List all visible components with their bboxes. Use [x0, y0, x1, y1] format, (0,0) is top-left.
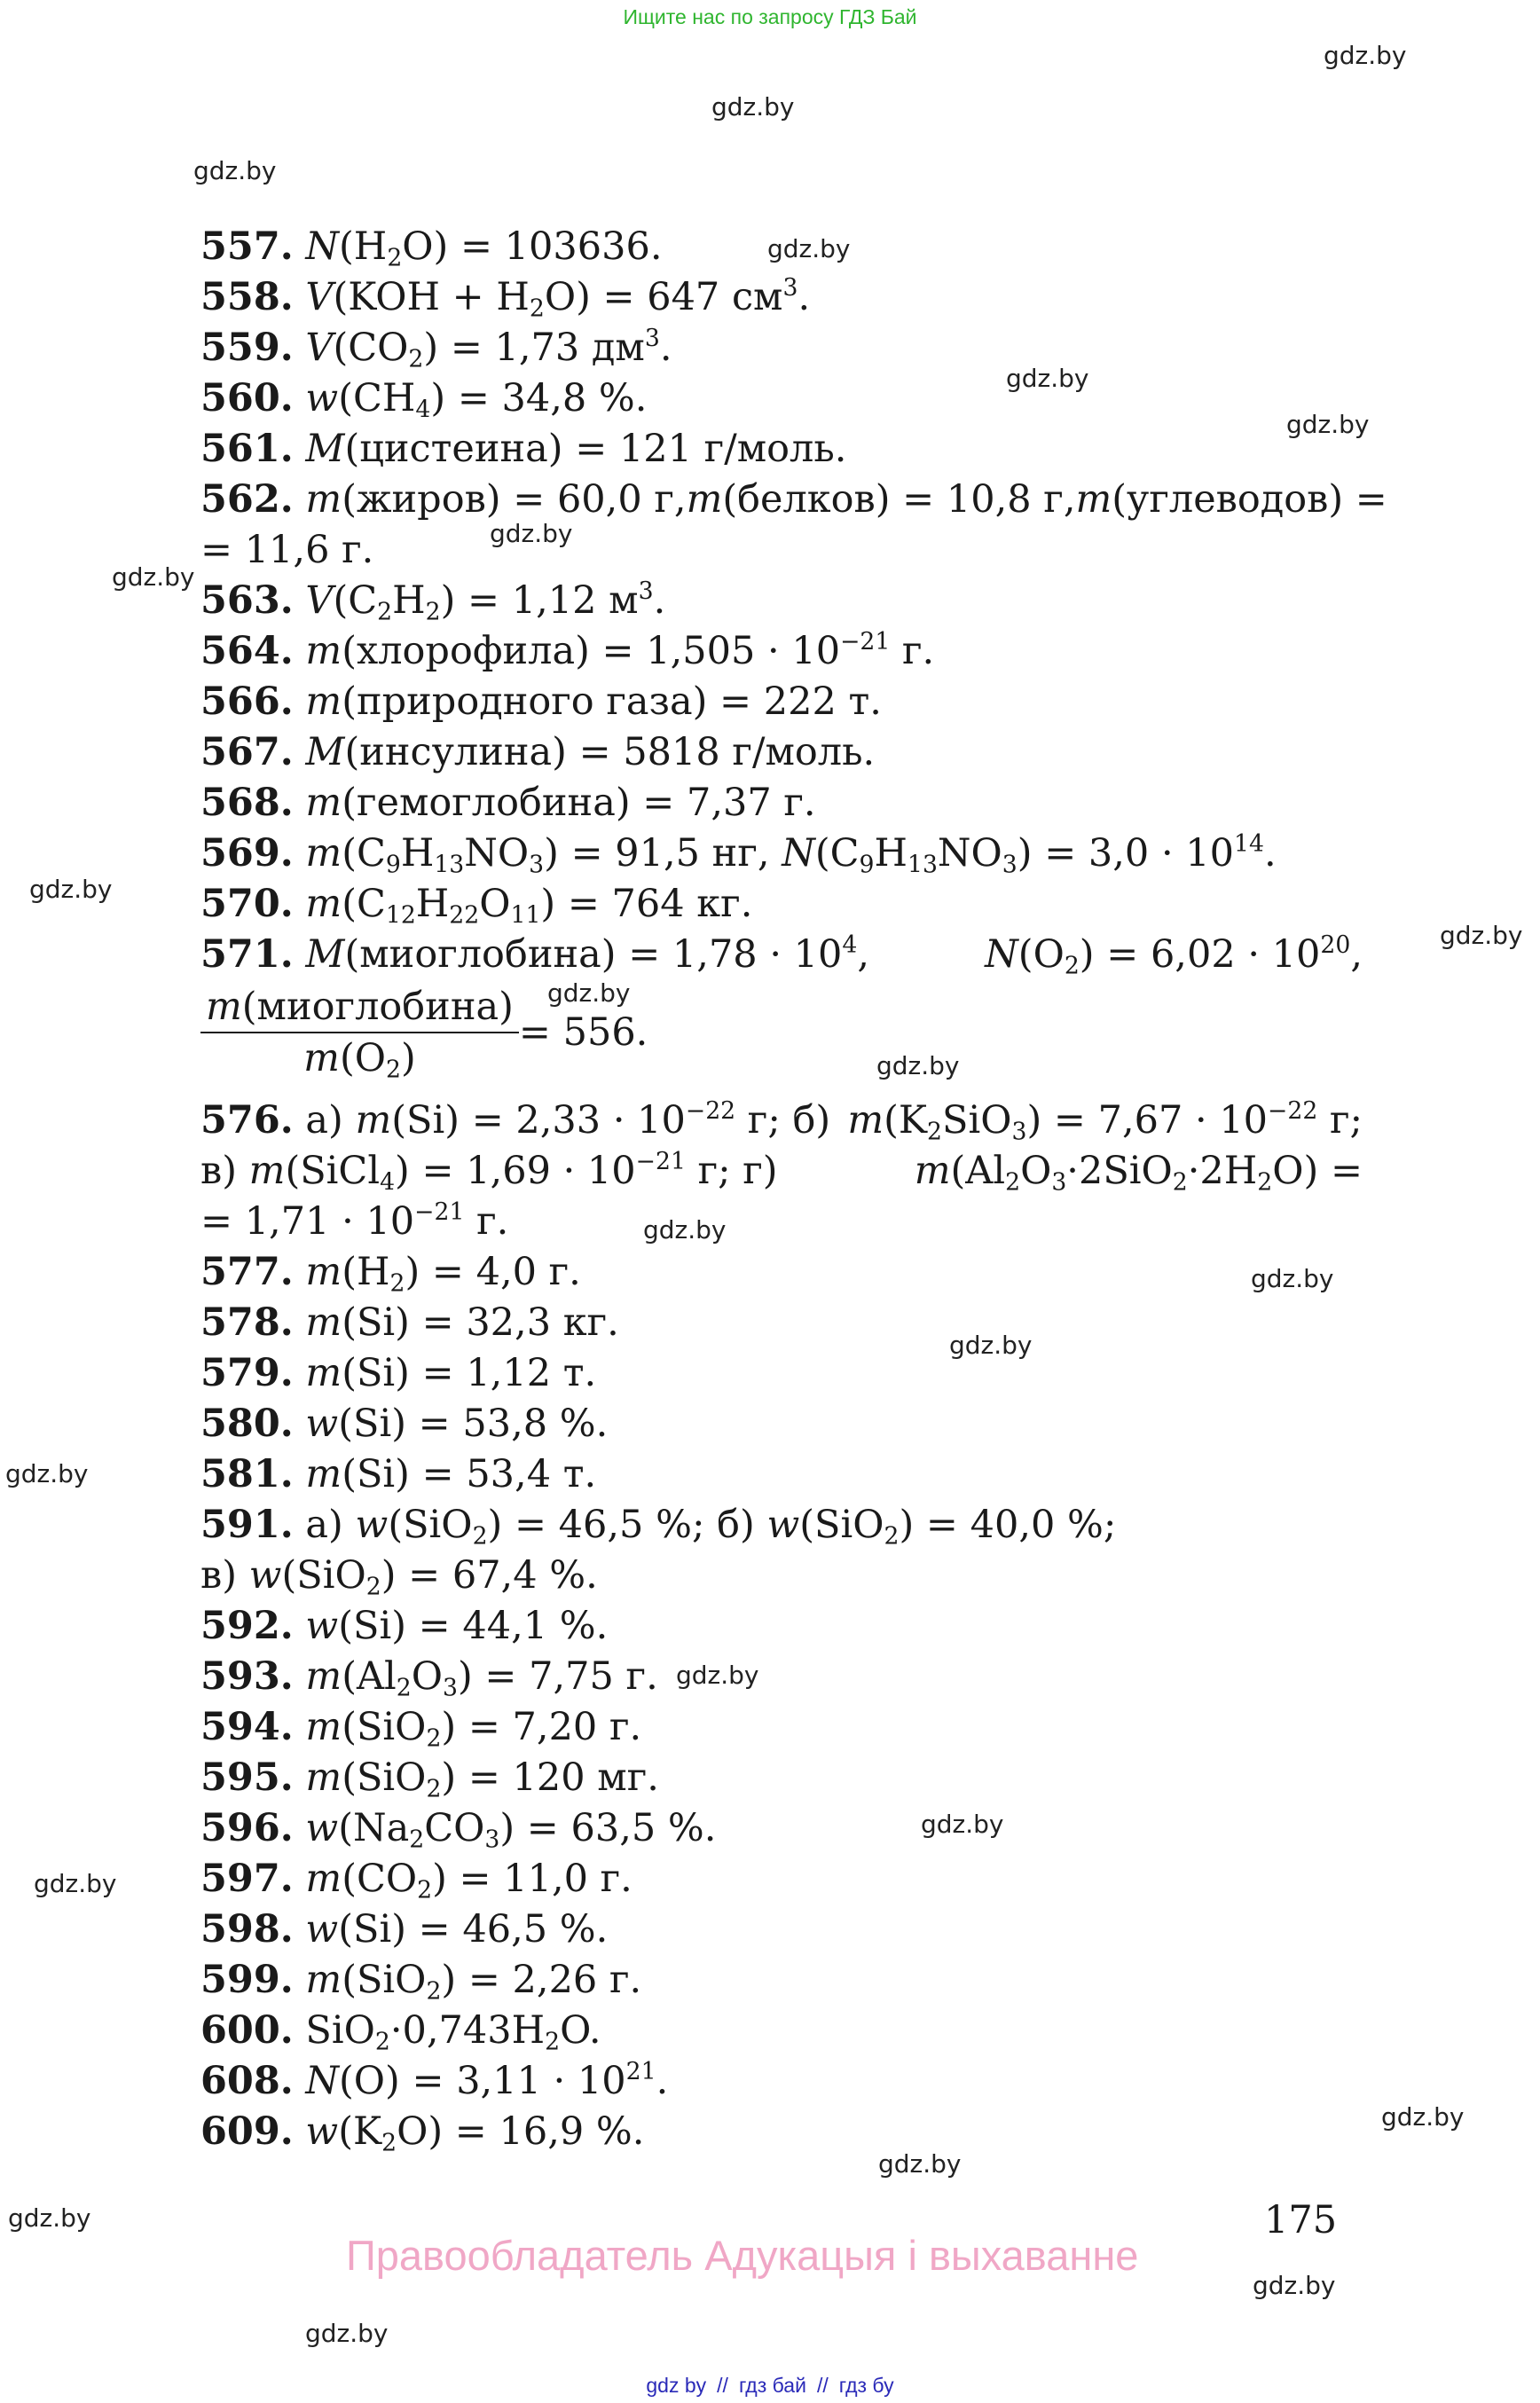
watermark: gdz.by — [490, 519, 573, 548]
answer-600: 600. $SiO_2\cdot 0,743H_2O$. — [200, 2008, 601, 2056]
footer-separator: // — [816, 2374, 829, 2397]
answer-569: 569. $m(C_9H_{13}NO_3) = 91,5$ нг, $N(C_9H_{13}NO_3) = 3,0 \cdot 10^{14}$. — [200, 830, 1277, 879]
watermark: gdz.by — [676, 1661, 759, 1690]
answer-571-fraction — [200, 980, 1363, 1085]
copyright-notice: Правообладатель Адукацыя і выхаванне — [346, 2232, 1139, 2279]
answer-564: 564. m(хлорофила) = $1,505 \cdot 10^{-21}$ г. — [200, 628, 935, 673]
answer-578: 578. m(Si) = 32,3 кг. — [200, 1300, 619, 1345]
answer-562: 562. m(жиров) = 60,0 г, m(белков) = 10,8 г, m(углеводов) = — [200, 477, 1387, 522]
watermark: gdz.by — [1286, 410, 1370, 439]
fraction-result: = 556. — [518, 1010, 648, 1055]
watermark: gdz.by — [29, 875, 113, 904]
answer-566: 566. m(природного газа) = 222 т. — [200, 679, 882, 724]
footer-link-gdz-bai[interactable]: гдз бай — [738, 2374, 806, 2397]
watermark: gdz.by — [643, 1215, 727, 1245]
answer-576-line-3: = $1,71 \cdot 10^{-21}$ г. — [200, 1198, 509, 1244]
watermark: gdz.by — [1251, 1264, 1334, 1293]
answer-560: 560. $w(CH_4) = 34,8$ %. — [200, 376, 648, 424]
answer-563: 563. $V(C_2H_2) = 1,12$ $м^3$. — [200, 577, 666, 626]
answer-570: 570. $m(C_{12}H_{22}O_{11}) = 764$ кг. — [200, 882, 753, 930]
watermark: gdz.by — [878, 2149, 962, 2179]
watermark: gdz.by — [547, 978, 631, 1008]
top-search-hint-link[interactable]: Ищите нас по запросу ГДЗ Бай — [623, 5, 917, 28]
answer-593: 593. $m(Al_2O_3) = 7,75$ г. — [200, 1654, 658, 1702]
answer-599: 599. m(SiO$_2$) = 2,26 г. — [200, 1958, 642, 2006]
watermark: gdz.by — [921, 1810, 1004, 1839]
watermark: gdz.by — [711, 92, 795, 122]
answer-567: 567. M(инсулина) = 5818 г/моль. — [200, 730, 876, 774]
footer-separator: // — [717, 2374, 728, 2397]
answer-579: 579. m(Si) = 1,12 т. — [200, 1351, 597, 1395]
watermark: gdz.by — [949, 1331, 1033, 1360]
watermark: gdz.by — [1440, 921, 1523, 950]
watermark: gdz.by — [767, 234, 851, 263]
answer-596: 596. $w(Na_2CO_3) = 63,5$ %. — [200, 1806, 717, 1854]
answer-576-line-2: в) m(SiCl$_4$) = $1,69 \cdot 10^{-21}$ г; г) $m(Al_2O_3\cdot 2SiO_2\cdot 2H_2O)$ = — [200, 1148, 1363, 1197]
answer-591-line-2: в) w(SiO$_2$) = 67,4 %. — [200, 1553, 598, 1601]
watermark: gdz.by — [34, 1869, 117, 1898]
answer-594: 594. m(SiO$_2$) = 7,20 г. — [200, 1705, 642, 1753]
answer-597: 597. $m(CO_2) = 11,0$ г. — [200, 1857, 632, 1904]
answer-591: 591. а) w(SiO$_2$) = 46,5 %; б) w(SiO$_2$) = 40,0 %; — [200, 1503, 1117, 1551]
answer-577: 577. $m(H_2) = 4,0$ г. — [200, 1250, 581, 1298]
answer-576: 576. а) $m(Si) = 2,33 \cdot 10^{-22}$ г; б) $m(K_2SiO_3) = 7,67 \cdot 10^{-22}$ г; — [200, 1097, 1363, 1146]
answer-592: 592. w(Si) = 44,1 %. — [200, 1604, 609, 1648]
footer-link-gdz-by[interactable]: gdz by — [646, 2374, 707, 2397]
answer-561: 561. M(цистеина) = 121 г/моль. — [200, 427, 847, 471]
answer-557: 557. $N(H_2O) = 103636$. — [200, 224, 663, 272]
answer-581: 581. m(Si) = 53,4 т. — [200, 1452, 597, 1496]
fraction-denominator: $m(O_2)$ — [303, 1036, 416, 1084]
watermark: gdz.by — [1006, 364, 1089, 393]
fraction-numerator: m(миоглобина) — [200, 986, 519, 1033]
answer-580: 580. w(Si) = 53,8 %. — [200, 1402, 609, 1446]
page-number: 175 — [1264, 2198, 1338, 2242]
answer-571: 571. M(миоглобина) = $1,78 \cdot 10^4$, $N(O_2) = 6,02 \cdot 10^{20}$, — [200, 931, 1363, 980]
footer-links — [0, 2374, 1540, 2398]
answer-568: 568. m(гемоглобина) = 7,37 г. — [200, 781, 816, 825]
watermark: gdz.by — [193, 156, 277, 185]
footer-link-gdz-bu[interactable]: гдз бу — [838, 2374, 894, 2397]
watermark: gdz.by — [305, 2319, 389, 2348]
answer-598: 598. w(Si) = 46,5 %. — [200, 1907, 609, 1951]
watermark: gdz.by — [1253, 2271, 1336, 2300]
watermark: gdz.by — [5, 1459, 89, 1488]
watermark: gdz.by — [876, 1051, 960, 1080]
watermark: gdz.by — [112, 562, 195, 592]
answer-558: 558. $V(KOH + H_2O) = 647$ $см^3$. — [200, 274, 811, 323]
watermark: gdz.by — [8, 2203, 91, 2233]
answer-609: 609. $w(K_2O) = 16,9$ %. — [200, 2109, 645, 2157]
answers-list — [200, 222, 1387, 2157]
watermark: gdz.by — [1324, 41, 1407, 70]
watermark: gdz.by — [1381, 2102, 1465, 2132]
answer-608: 608. $N(O) = 3,11 \cdot 10^{21}$. — [200, 2058, 669, 2103]
fraction — [200, 985, 519, 1084]
answer-562-continued: = 11,6 г. — [200, 528, 374, 572]
answer-595: 595. m(SiO$_2$) = 120 мг. — [200, 1755, 659, 1803]
answer-559: 559. $V(CO_2) = 1,73$ $дм^3$. — [200, 325, 672, 373]
